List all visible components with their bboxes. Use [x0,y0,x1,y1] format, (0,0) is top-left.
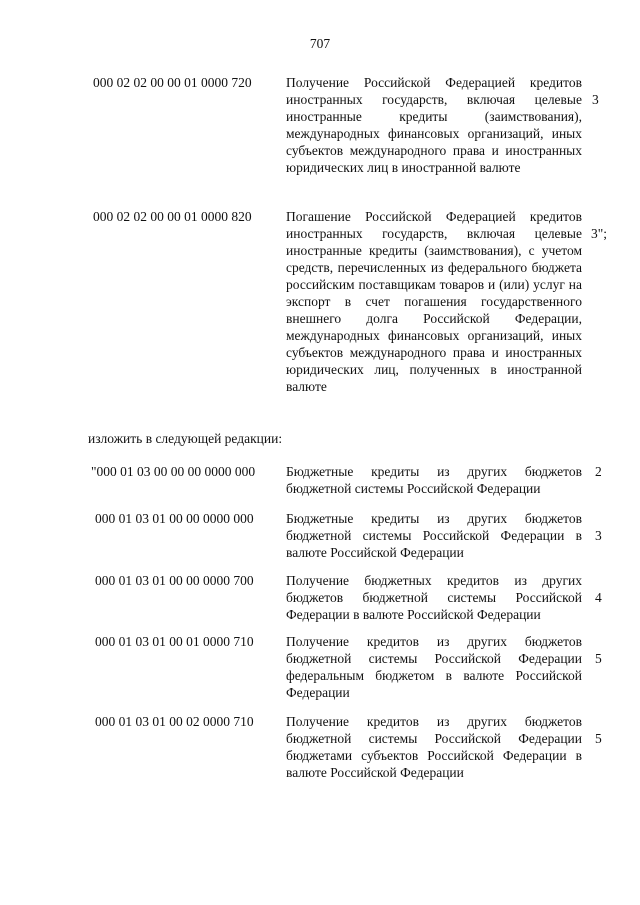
budget-code: 000 02 02 00 00 01 0000 820 [93,209,252,224]
budget-description: Бюджетные кредиты из других бюджетов бюджетной системы Российской Федерации [286,464,582,496]
budget-code: 000 01 03 01 00 02 0000 710 [95,714,254,729]
budget-code: 000 01 03 01 00 00 0000 700 [95,573,254,588]
level-number: 5 [595,651,602,666]
level-number: 3 [595,528,602,543]
budget-description: Бюджетные кредиты из других бюджетов бюджетной системы Российской Федерации в валюте Российской Федерации [286,511,582,560]
budget-code: 000 01 03 01 00 00 0000 000 [95,511,254,526]
budget-description: Погашение Российской Федерацией кредитов иностранных государств, включая целевые иностранные кредиты (заимствования), с учетом средств, перечисленных из федерального бюджета российским поставщикам товаров и (или) услуг на экспорт в счет погашения государственного внешнего долга Российской Федерации, международных финансовых организаций, иных субъектов международного права и иностранных юридических лиц, полученных в иностранной валюте [286,209,582,394]
level-number: 2 [595,464,602,479]
budget-code: "000 01 03 00 00 00 0000 000 [91,464,256,479]
level-number: 3"; [591,226,608,241]
page-number: 707 [309,36,331,51]
budget-description: Получение кредитов из других бюджетов бюджетной системы Российской Федерации федеральным бюджетом в валюте Российской Федерации [286,634,582,700]
budget-code: 000 01 03 01 00 01 0000 710 [95,634,254,649]
budget-description: Получение бюджетных кредитов из других бюджетов бюджетной системы Российской Федерации в валюте Российской Федерации [286,573,582,622]
level-number: 3 [592,92,599,107]
budget-code: 000 02 02 00 00 01 0000 720 [93,75,252,90]
budget-description: Получение Российской Федерацией кредитов иностранных государств, включая целевые иностранные кредиты (заимствования), международных финансовых организаций, иных субъектов международного права и иностранных юридических лиц в иностранной валюте [286,75,582,175]
intro-text: изложить в следующей редакции: [88,431,283,446]
level-number: 5 [595,731,602,746]
budget-description: Получение кредитов из других бюджетов бюджетной системы Российской Федерации бюджетами субъектов Российской Федерации в валюте Российской Федерации [286,714,582,780]
level-number: 4 [595,590,602,605]
